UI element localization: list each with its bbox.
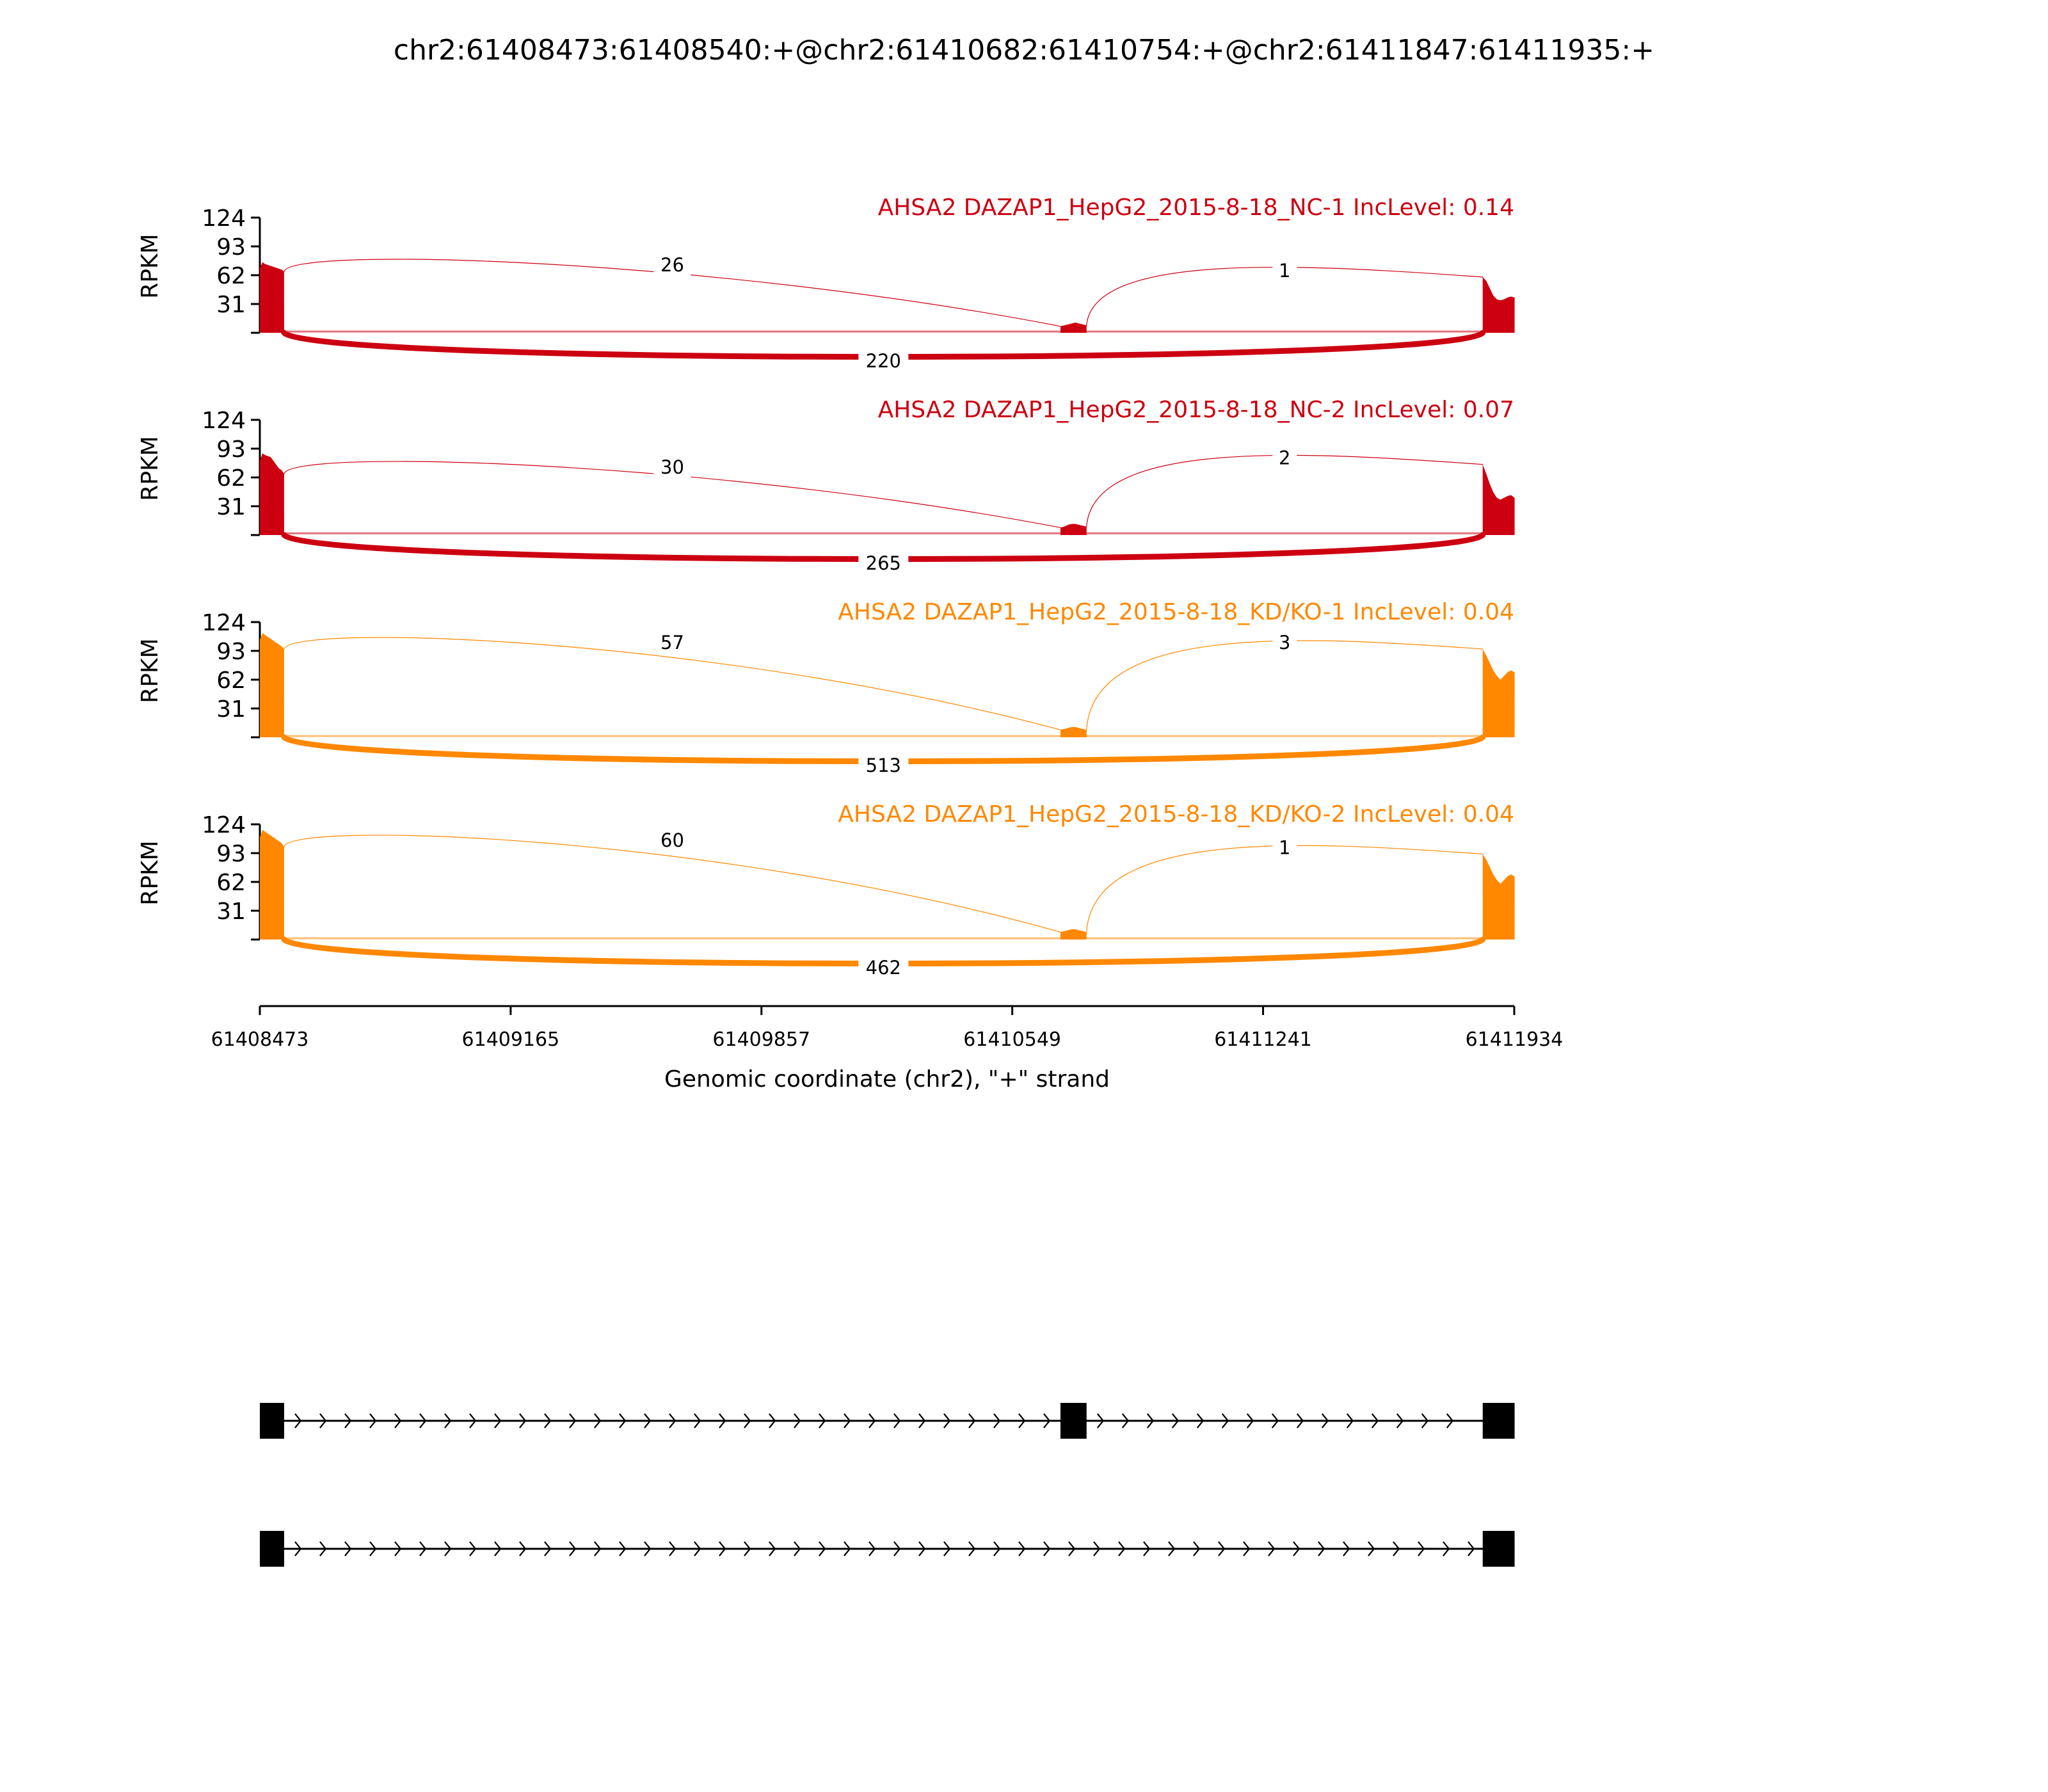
y-tick-label: 124 <box>202 408 246 434</box>
exon-block-2 <box>1483 1531 1515 1567</box>
junction-count: 513 <box>865 755 902 776</box>
x-tick-label: 61410549 <box>963 1028 1062 1051</box>
y-tick-label: 31 <box>216 899 246 925</box>
y-axis-label: RPKM <box>137 840 163 906</box>
junction-count: 265 <box>865 552 902 574</box>
y-tick-label: 93 <box>216 841 246 867</box>
intron-coverage <box>260 735 1514 737</box>
exon-coverage-1 <box>260 262 284 333</box>
y-tick-label: 31 <box>216 292 246 318</box>
junction-count: 220 <box>865 350 902 372</box>
exon-coverage-1 <box>260 633 284 737</box>
junction-count: 57 <box>660 632 684 654</box>
figure-title: chr2:61408473:61408540:+@chr2:61410682:61410754:+@chr2:61411847:61411935:+ <box>393 34 1655 67</box>
y-tick-label: 62 <box>216 668 246 694</box>
y-tick-label: 93 <box>216 436 246 463</box>
y-tick-label: 124 <box>202 812 246 838</box>
y-axis-label: RPKM <box>137 436 163 501</box>
x-tick-label: 61411934 <box>1465 1028 1564 1051</box>
y-tick-label: 93 <box>216 234 246 260</box>
y-tick-label: 124 <box>202 610 246 636</box>
y-tick-label: 31 <box>216 696 246 723</box>
intron-coverage <box>260 331 1514 333</box>
exon-block-2 <box>1060 1403 1087 1439</box>
panel-title: AHSA2 DAZAP1_HepG2_2015-8-18_KD/KO-1 IncLevel: 0.04 <box>838 599 1514 625</box>
junction-count: 1 <box>1279 259 1291 282</box>
y-tick-label: 62 <box>216 870 246 896</box>
x-axis-label: Genomic coordinate (chr2), "+" strand <box>664 1066 1110 1092</box>
exon-coverage-1 <box>260 830 284 940</box>
y-axis-label: RPKM <box>137 638 163 703</box>
panel-title: AHSA2 DAZAP1_HepG2_2015-8-18_NC-1 IncLevel: 0.14 <box>877 195 1514 221</box>
x-tick-label: 61411241 <box>1214 1028 1312 1051</box>
exon-block-1 <box>260 1403 284 1439</box>
junction-count: 3 <box>1279 632 1291 654</box>
intron-coverage <box>260 532 1514 534</box>
x-tick-label: 61408473 <box>211 1028 309 1051</box>
junction-count: 2 <box>1279 447 1291 469</box>
panel-title: AHSA2 DAZAP1_HepG2_2015-8-18_KD/KO-2 IncLevel: 0.04 <box>838 801 1514 828</box>
exon-block-3 <box>1483 1403 1515 1439</box>
y-tick-label: 93 <box>216 639 246 665</box>
junction-count: 26 <box>660 254 684 276</box>
panel-title: AHSA2 DAZAP1_HepG2_2015-8-18_NC-2 IncLevel: 0.07 <box>877 397 1514 423</box>
y-tick-label: 62 <box>216 263 246 289</box>
y-axis-label: RPKM <box>137 234 163 299</box>
y-tick-label: 62 <box>216 465 246 492</box>
junction-count: 30 <box>660 456 684 479</box>
junction-count: 462 <box>865 957 902 979</box>
x-tick-label: 61409857 <box>712 1028 811 1051</box>
intron-coverage <box>260 938 1514 940</box>
x-tick-label: 61409165 <box>461 1028 560 1051</box>
y-tick-label: 124 <box>202 205 246 232</box>
exon-block-1 <box>260 1531 284 1567</box>
y-tick-label: 31 <box>216 494 246 520</box>
junction-count: 1 <box>1279 836 1291 859</box>
junction-count: 60 <box>660 829 684 851</box>
